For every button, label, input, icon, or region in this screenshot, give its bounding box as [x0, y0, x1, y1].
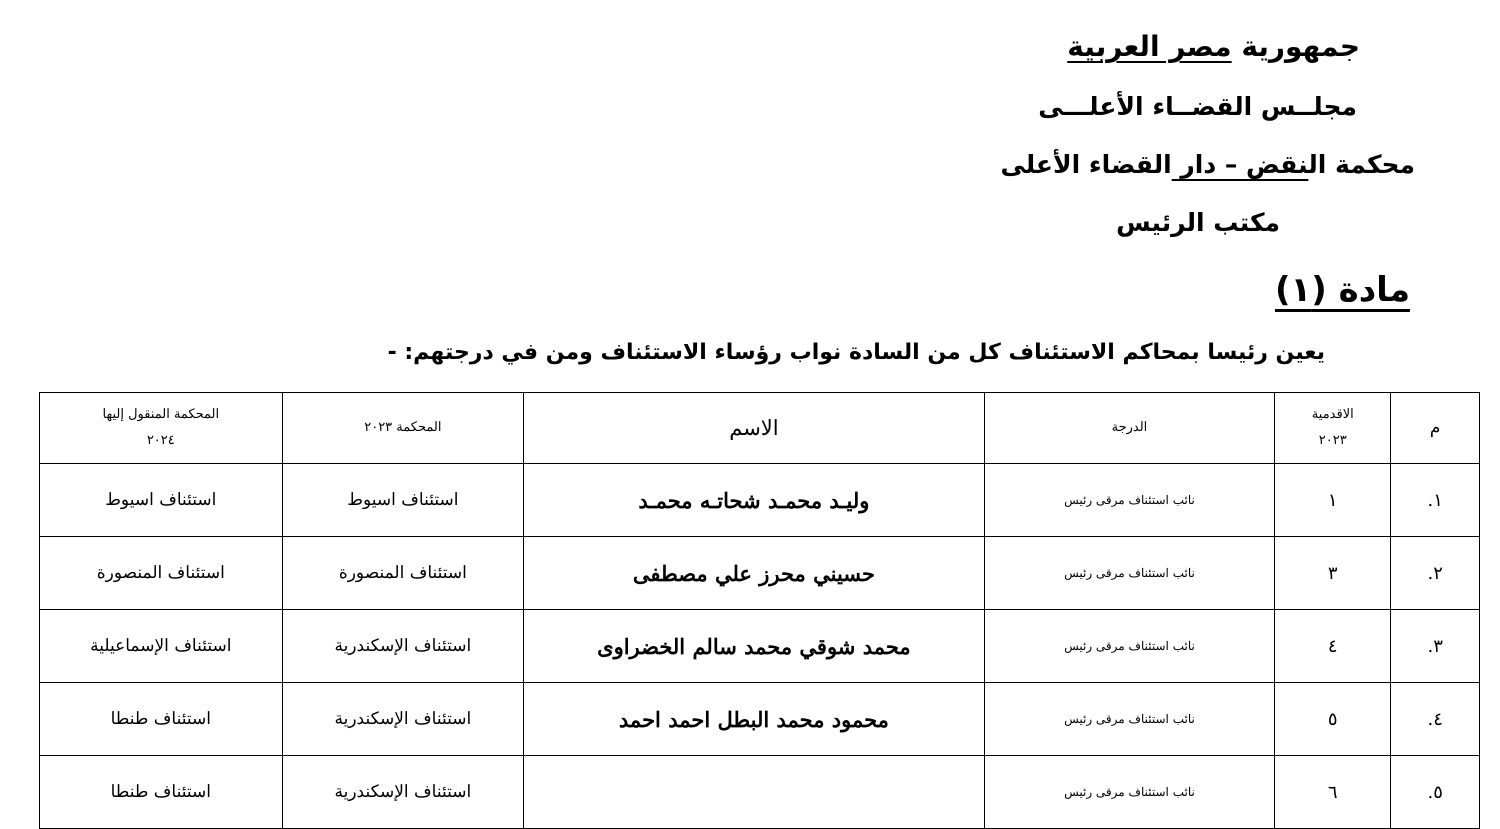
- row-court2023: استئناف اسيوط: [282, 464, 524, 537]
- row-court2023: استئناف الإسكندرية: [282, 756, 524, 829]
- row-seniority: ٥: [1275, 683, 1391, 756]
- table-row: [40, 610, 1480, 683]
- row-seniority: ٤: [1275, 610, 1391, 683]
- table-row: [40, 464, 1480, 537]
- office-heading: مكتب الرئيس: [1116, 208, 1280, 237]
- row-newcourt: استئناف المنصورة: [40, 537, 283, 610]
- row-rank: نائب استئناف مرقى رئيس: [984, 756, 1274, 829]
- table-row: [40, 537, 1480, 610]
- council-heading: مجلــس القضــاء الأعلـــى: [1038, 92, 1357, 121]
- header-newcourt-line2: ٢٠٢٤: [146, 433, 175, 448]
- header-seniority-line1: الاقدمية: [1311, 407, 1354, 422]
- appointments-table: [39, 392, 1480, 829]
- row-index: ٥.: [1391, 756, 1480, 829]
- court-prefix: محكمة ال: [1308, 150, 1415, 179]
- row-rank: نائب استئناف مرقى رئيس: [984, 610, 1274, 683]
- row-index: ١.: [1391, 464, 1480, 537]
- row-name: حسيني محرز علي مصطفى: [524, 537, 985, 610]
- row-name: [524, 756, 985, 829]
- row-index: ٤.: [1391, 683, 1480, 756]
- row-seniority: ٣: [1275, 537, 1391, 610]
- row-newcourt: استئناف طنطا: [40, 756, 283, 829]
- row-newcourt: استئناف الإسماعيلية: [40, 610, 283, 683]
- table-row: [40, 683, 1480, 756]
- row-court2023: استئناف المنصورة: [282, 537, 524, 610]
- court-underlined: نقض – دار: [1171, 150, 1309, 179]
- row-rank: نائب استئناف مرقى رئيس: [984, 537, 1274, 610]
- header-newcourt-line1: المحكمة المنقول إليها: [102, 407, 220, 422]
- row-newcourt: استئناف طنطا: [40, 683, 283, 756]
- row-newcourt: استئناف اسيوط: [40, 464, 283, 537]
- row-name: محمود محمد البطل احمد احمد: [524, 683, 985, 756]
- row-rank: نائب استئناف مرقى رئيس: [984, 683, 1274, 756]
- republic-heading: [1067, 30, 1360, 63]
- row-court2023: استئناف الإسكندرية: [282, 683, 524, 756]
- table-header-row: [40, 393, 1480, 464]
- header-newcourt: [40, 393, 283, 464]
- header-name: الاسم: [524, 393, 985, 464]
- court-heading: [1000, 150, 1415, 179]
- table-row: [40, 756, 1480, 829]
- row-seniority: ٦: [1275, 756, 1391, 829]
- republic-word: جمهورية: [1231, 30, 1360, 63]
- article-title: مادة (١): [1274, 270, 1410, 310]
- row-index: ٣.: [1391, 610, 1480, 683]
- header-index: م: [1391, 393, 1480, 464]
- republic-underlined: مصر العربية: [1067, 30, 1232, 63]
- header-rank: الدرجة: [984, 393, 1274, 464]
- row-name: محمد شوقي محمد سالم الخضراوى: [524, 610, 985, 683]
- article-text: يعين رئيسا بمحاكم الاستئناف كل من السادة نواب رؤساء الاستئناف ومن في درجتهم: -: [387, 340, 1325, 365]
- row-rank: نائب استئناف مرقى رئيس: [984, 464, 1274, 537]
- row-court2023: استئناف الإسكندرية: [282, 610, 524, 683]
- row-seniority: ١: [1275, 464, 1391, 537]
- row-name: وليـد محمـد شحاتـه محمـد: [524, 464, 985, 537]
- header-court2023: المحكمة ٢٠٢٣: [282, 393, 524, 464]
- header-seniority: [1275, 393, 1391, 464]
- court-suffix: القضاء الأعلى: [1000, 150, 1172, 179]
- header-seniority-line2: ٢٠٢٣: [1318, 433, 1347, 448]
- row-index: ٢.: [1391, 537, 1480, 610]
